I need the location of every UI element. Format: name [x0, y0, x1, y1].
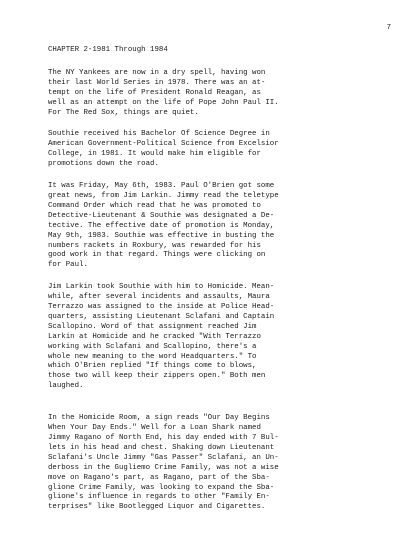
paragraph-line: terprises" like Bootlegged Liquor and Cigarettes. [48, 503, 266, 512]
paragraph-line: For The Red Sox, things are quiet. [48, 108, 199, 117]
paragraph-line: Jimmy Ragano of North End, his day ended with 7 Bul- [48, 434, 279, 442]
page-content [48, 46, 393, 525]
paragraph-line: Jim Larkin took Southie with him to Homicide. Mean- [48, 283, 275, 292]
page-number: 7 [386, 24, 391, 32]
paragraph-line: When Your Day Ends." Well for a Loan Shark named [48, 424, 261, 433]
paragraph-line: The NY Yankees are now in a dry spell, having won [48, 68, 266, 77]
paragraph-line: numbers rackets in Roxbury, was rewarded for his [48, 241, 261, 250]
paragraph-line: Southie received his Bachelor Of Science Degree in [48, 130, 270, 139]
paragraph-line: glione Crime Family, was looking to expand the Sba- [48, 483, 275, 492]
paragraph-line: working with Sclafani and Scallopino, there's a [48, 342, 257, 351]
chapter-heading: CHAPTER 2-1981 Through 1984 [48, 46, 168, 54]
paragraph-line: Detective-Lieutenant & Southie was designated a De- [48, 211, 275, 220]
paragraph-line: College, in 1981. It would make him eligible for [48, 150, 261, 159]
paragraph-line: those two will keep their zippers open." Both men [48, 372, 266, 381]
paragraph-line: lets in his head and chest. Shaking down Lieutenant [48, 443, 275, 452]
paragraph-line: Terrazzo was assigned to the inside at Police Head- [48, 303, 275, 312]
paragraph-line: for Paul. [48, 261, 88, 270]
paragraph-line: It was Friday, May 6th, 1983. Paul O'Brien got some [48, 182, 275, 191]
paragraph-line: whole new meaning to the word Headquarters." To [48, 352, 257, 361]
paragraph [48, 69, 393, 119]
paragraph-line: derboss in the Gugliemo Crime Family, was not a wise [48, 463, 279, 472]
paragraph-line: tective. The effective date of promotion is Monday, [48, 221, 275, 230]
paragraph-line: good work in that regard. Things were clicking on [48, 251, 266, 260]
paragraph [48, 182, 393, 271]
paragraph-line: laughed. [48, 382, 84, 391]
paragraph-line: great news, from Jim Larkin. Jimmy read the teletype [48, 191, 279, 200]
paragraph-line: well as an attempt on the life of Pope John Paul II. [48, 98, 279, 107]
paragraph [48, 130, 393, 170]
paragraph-line: In the Homicide Room, a sign reads "Our Day Begins [48, 414, 270, 423]
paragraph-line: Command Order which read that he was promoted to [48, 201, 261, 210]
paragraph-line: Scallopino. Word of that assignment reached Jim [48, 322, 257, 331]
paragraph-line: Larkin at Homicide and he cracked "With Terrazzo [48, 332, 261, 341]
paragraph-line: move on Ragano's part, as Ragano, part of the Sba- [48, 473, 270, 482]
paragraph-line: May 9th, 1983. Southie was effective in busting the [48, 231, 275, 240]
paragraph-line: Sclafani's Uncle Jimmy "Gas Passer" Sclafani, an Un- [48, 453, 279, 462]
paragraph-line: promotions down the road. [48, 160, 159, 169]
paragraph [48, 283, 393, 392]
paragraph-line: tempt on the life of President Ronald Reagan, as [48, 88, 261, 97]
paragraph-line: American Government-Political Science from Excelsior [48, 140, 279, 149]
paragraph-line: quarters, assisting Lieutenant Sclafani and Captain [48, 312, 275, 321]
paragraph-line: their last World Series in 1978. There was an at- [48, 78, 266, 87]
paragraph-line: while, after several incidents and assaults, Maura [48, 293, 270, 302]
paragraph [48, 414, 393, 513]
paragraph-line: which O'Brien replied "If things come to blows, [48, 362, 257, 371]
paragraph-line: glione's influence in regards to other "Family En- [48, 493, 270, 502]
